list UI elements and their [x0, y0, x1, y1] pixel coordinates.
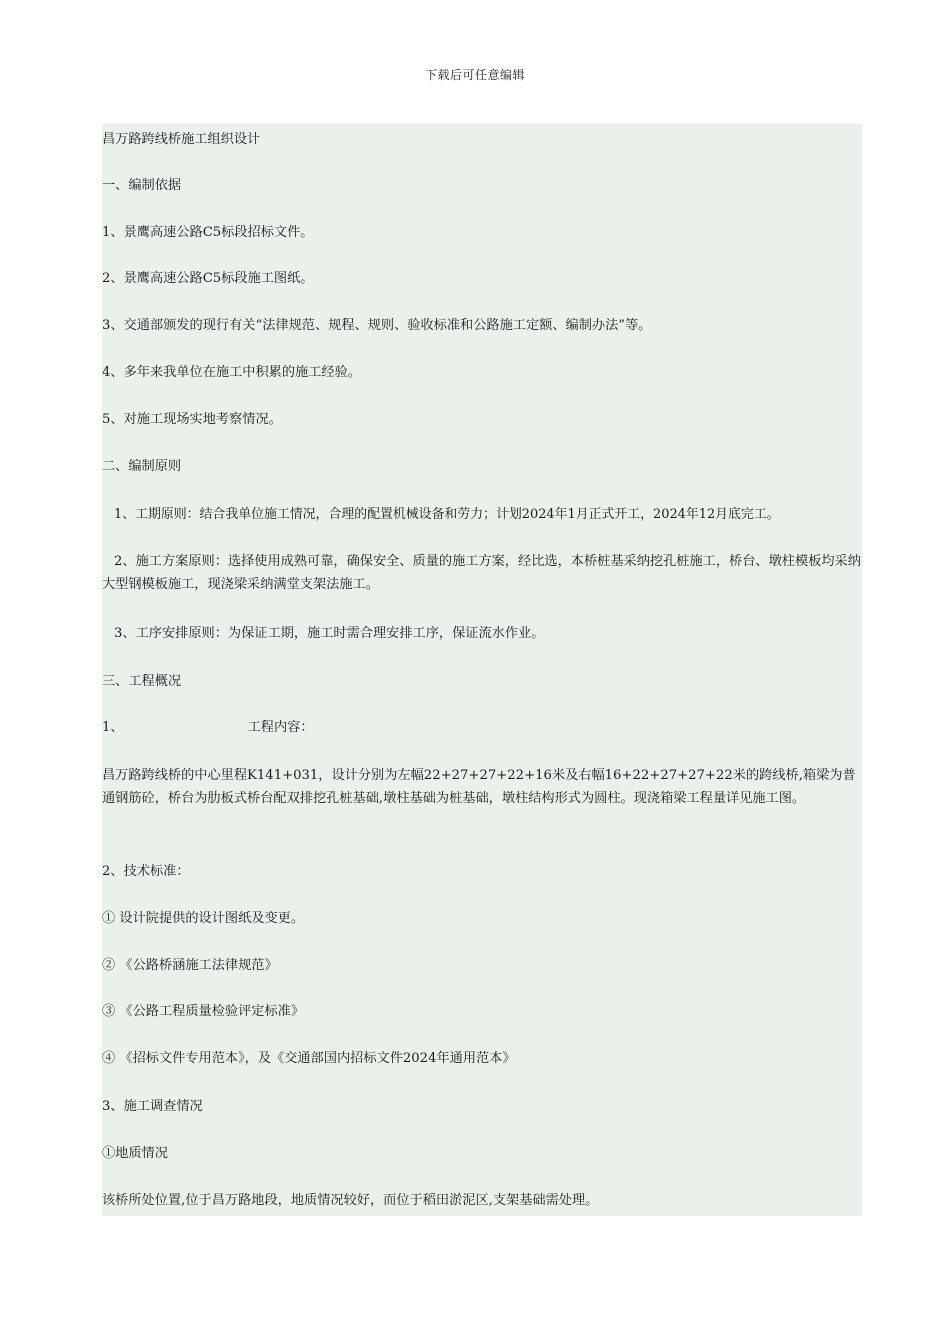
document-title: 昌万路跨线桥施工组织设计: [102, 132, 261, 147]
project-content-paragraph: 昌万路跨线桥的中心里程K141+031，设计分别为左幅22+27+27+22+16米及右幅16+22+27+27+22米的跨线桥,箱梁为普通钢筋砼，桥台为肋板式桥台配双排挖孔桩基础,墩柱基础为桩基础，墩柱结构形式为圆柱。现浇箱梁工程量详见施工图。: [102, 768, 856, 806]
section-2-item: 1、工期原则：结合我单位施工情况，合理的配置机械设备和劳力；计划2024年1月正式开工，2024年12月底完工。: [114, 507, 780, 522]
subsection-3-1-heading: [102, 716, 862, 739]
standard-item: ④ 《招标文件专用范本》，及《交通部国内招标文件2024年通用范本》: [102, 1051, 516, 1066]
subsection-3-3-heading: 3、施工调查情况: [102, 1099, 203, 1114]
section-1-heading: 一、编制依据: [102, 178, 182, 193]
section-1-item: 1、景鹰高速公路C5标段招标文件。: [102, 225, 314, 240]
document-body: [102, 124, 862, 1216]
standard-item: ① 设计院提供的设计图纸及变更。: [102, 911, 305, 926]
standard-item: ③ 《公路工程质量检验评定标准》: [102, 1004, 305, 1019]
geology-subheading: ①地质情况: [102, 1146, 168, 1161]
section-2-heading: 二、编制原则: [102, 459, 182, 474]
subsection-number: 1、: [102, 720, 124, 735]
standard-item: ② 《公路桥涵施工法律规范》: [102, 958, 278, 973]
subsection-label: 工程内容：: [247, 720, 314, 735]
section-1-item: 5、对施工现场实地考察情况。: [102, 412, 282, 427]
section-3-heading: 三、工程概况: [102, 674, 182, 689]
section-1-item: 4、多年来我单位在施工中积累的施工经验。: [102, 365, 361, 380]
section-2-item: 3、工序安排原则：为保证工期，施工时需合理安排工序，保证流水作业。: [114, 626, 545, 641]
section-1-item: 3、交通部颁发的现行有关“法律规范、规程、规则、验收标准和公路施工定额、编制办法”等。: [102, 318, 652, 333]
geology-paragraph: 该桥所处位置,位于昌万路地段，地质情况较好，而位于稻田淤泥区,支架基础需处理。: [102, 1193, 599, 1208]
page-header-note: 下载后可任意编辑: [424, 68, 525, 82]
section-2-item: 2、施工方案原则：选择使用成熟可靠，确保安全、质量的施工方案，经比选，本桥桩基采纳挖孔桩施工，桥台、墩柱模板均采纳大型钢模板施工，现浇梁采纳满堂支架法施工。: [102, 554, 861, 592]
subsection-3-2-heading: 2、技术标准：: [102, 864, 190, 879]
section-1-item: 2、景鹰高速公路C5标段施工图纸。: [102, 271, 314, 286]
